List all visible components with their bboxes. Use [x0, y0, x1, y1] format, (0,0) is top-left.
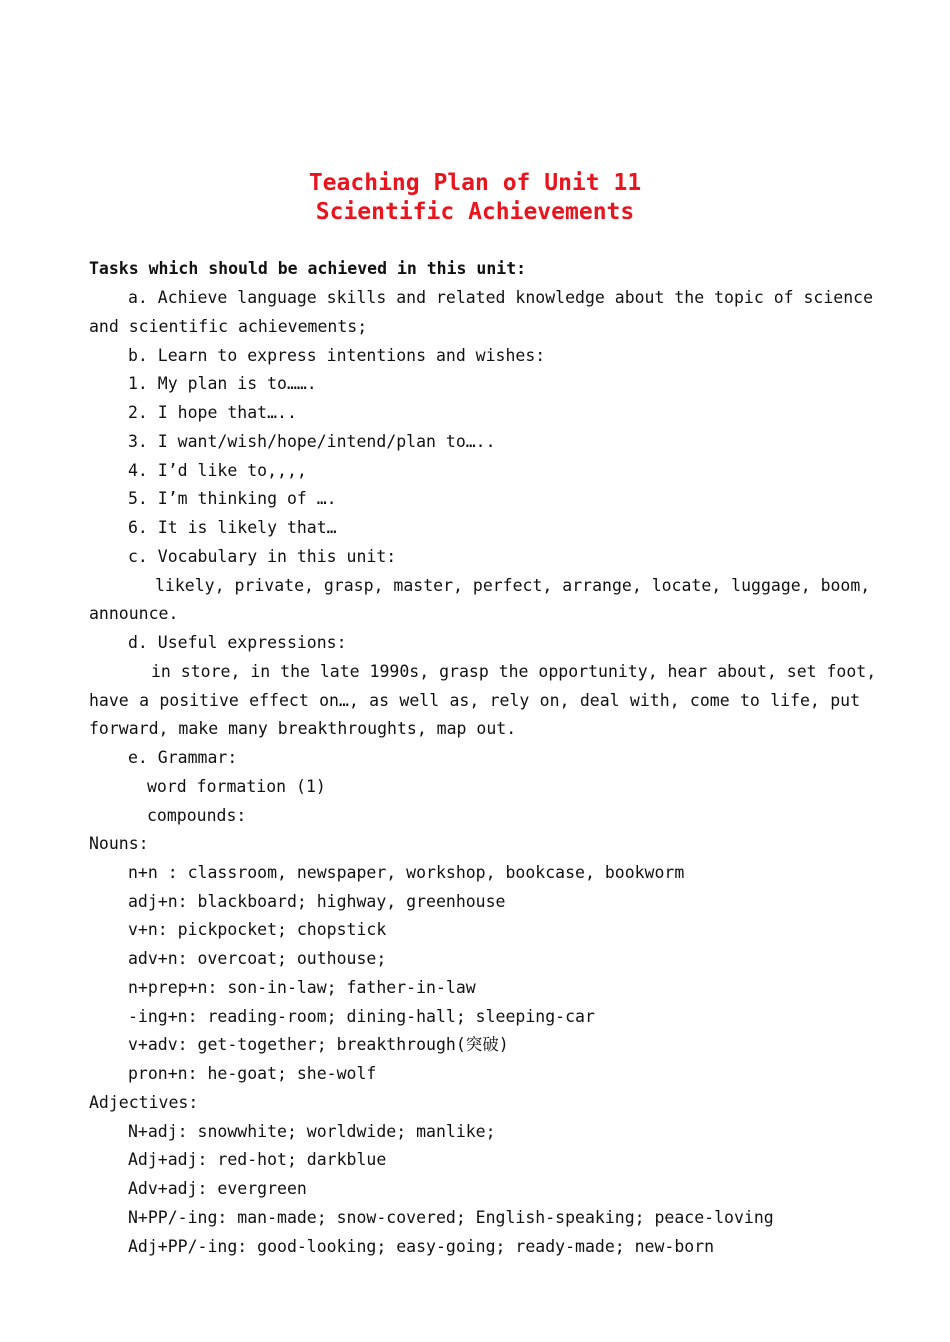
noun-compound-row: adj+n: blackboard; highway, greenhouse: [128, 892, 506, 911]
adjective-compound-row: N+PP/-ing: man-made; snow-covered; English-speaking; peace-loving: [128, 1208, 774, 1227]
page-title-line-1: Teaching Plan of Unit 11: [308, 170, 642, 196]
noun-compound-row: pron+n: he-goat; she-wolf: [128, 1064, 377, 1083]
noun-compound-row: -ing+n: reading-room; dining-hall; sleeping-car: [128, 1007, 595, 1026]
expression-item: 2. I hope that…..: [128, 403, 297, 422]
expression-item: 5. I’m thinking of ….: [128, 489, 337, 508]
grammar-line-1: word formation (1): [147, 777, 326, 796]
vocabulary-line-1: likely, private, grasp, master, perfect, arrange, locate, luggage, boom,: [155, 576, 871, 595]
noun-compound-row: v+n: pickpocket; chopstick: [128, 920, 387, 939]
nouns-heading: Nouns:: [89, 834, 149, 853]
item-a-line-1: a. Achieve language skills and related knowledge about the topic of science: [128, 288, 874, 307]
expression-item: 1. My plan is to…….: [128, 374, 317, 393]
noun-compound-row: n+prep+n: son-in-law; father-in-law: [128, 978, 476, 997]
vocabulary-line-2: announce.: [89, 604, 179, 623]
expression-item: 3. I want/wish/hope/intend/plan to…..: [128, 432, 496, 451]
item-b-heading: b. Learn to express intentions and wishes:: [128, 346, 546, 365]
item-e-heading: e. Grammar:: [128, 748, 238, 767]
noun-compound-row: n+n : classroom, newspaper, workshop, bookcase, bookworm: [128, 863, 685, 882]
adjective-compound-row: Adj+PP/-ing: good-looking; easy-going; ready-made; new-born: [128, 1237, 715, 1256]
item-a-line-2: and scientific achievements;: [89, 317, 368, 336]
adjectives-heading: Adjectives:: [89, 1093, 199, 1112]
adjective-compound-row: Adv+adj: evergreen: [128, 1179, 307, 1198]
noun-compound-row: adv+n: overcoat; outhouse;: [128, 949, 387, 968]
useful-expressions-line-3: forward, make many breakthroughts, map out.: [89, 719, 517, 738]
item-c-heading: c. Vocabulary in this unit:: [128, 547, 397, 566]
tasks-heading: Tasks which should be achieved in this unit:: [89, 259, 527, 278]
noun-compound-row: v+adv: get-together; breakthrough(突破): [128, 1035, 509, 1054]
useful-expressions-line-2: have a positive effect on…, as well as, rely on, deal with, come to life, put: [89, 691, 860, 710]
item-d-heading: d. Useful expressions:: [128, 633, 347, 652]
expression-item: 4. I’d like to,,,,: [128, 461, 307, 480]
expression-item: 6. It is likely that…: [128, 518, 337, 537]
adjective-compound-row: N+adj: snowwhite; worldwide; manlike;: [128, 1122, 496, 1141]
adjective-compound-row: Adj+adj: red-hot; darkblue: [128, 1150, 387, 1169]
useful-expressions-line-1: in store, in the late 1990s, grasp the opportunity, hear about, set foot,: [151, 662, 877, 681]
page-title-line-2: Scientific Achievements: [315, 199, 635, 225]
grammar-line-2: compounds:: [147, 806, 247, 825]
